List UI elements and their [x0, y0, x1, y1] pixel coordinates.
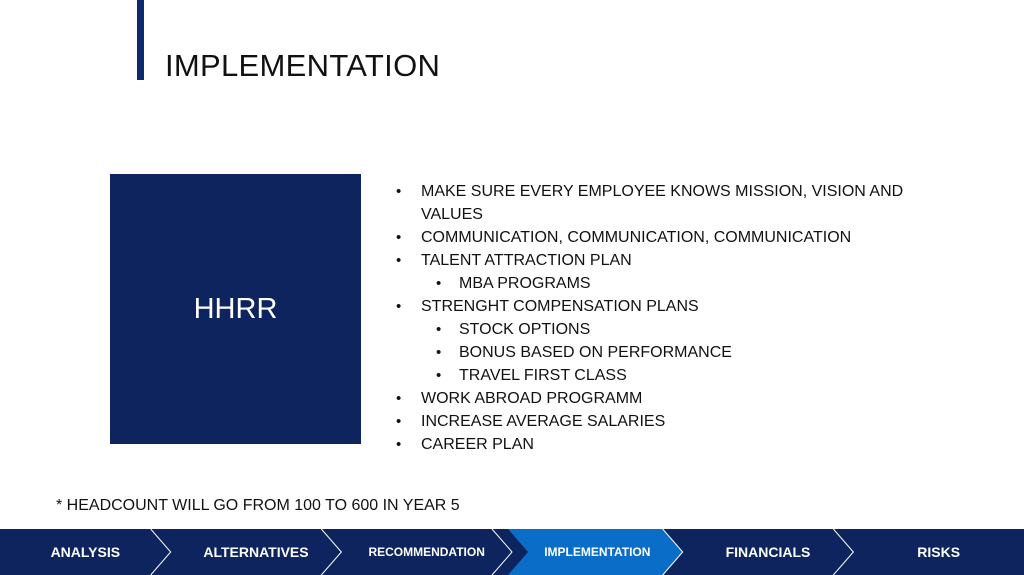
bullet-dot-icon: • — [436, 367, 442, 384]
bullet-item — [394, 433, 914, 456]
bullet-dot-icon: • — [396, 390, 402, 407]
sub-bullet-item — [394, 272, 914, 295]
bullet-text: MAKE SURE EVERY EMPLOYEE KNOWS MISSION, VISION AND VALUES — [421, 183, 904, 223]
bullet-text: INCREASE AVERAGE SALARIES — [421, 413, 666, 430]
bullet-dot-icon: • — [436, 275, 442, 292]
bullet-text: STRENGHT COMPENSATION PLANS — [421, 298, 699, 315]
bullet-item — [394, 295, 914, 318]
bullet-item — [394, 387, 914, 410]
nav-item-risks[interactable]: RISKS — [917, 544, 961, 560]
bullet-item — [394, 410, 914, 433]
bullet-dot-icon: • — [396, 229, 402, 246]
bullet-dot-icon: • — [396, 298, 402, 315]
nav-item-recommendation[interactable]: RECOMMENDATION — [368, 545, 485, 559]
nav-item-financials[interactable]: FINANCIALS — [725, 544, 811, 560]
sub-bullet-item — [394, 318, 914, 341]
bullet-text: CAREER PLAN — [421, 436, 534, 453]
bullet-text: TRAVEL FIRST CLASS — [459, 367, 627, 384]
title-accent-bar — [137, 0, 144, 80]
bullet-text: COMMUNICATION, COMMUNICATION, COMMUNICATION — [421, 229, 852, 246]
nav-item-implementation[interactable]: IMPLEMENTATION — [544, 545, 651, 559]
bullet-text: BONUS BASED ON PERFORMANCE — [459, 344, 732, 361]
bullet-dot-icon: • — [396, 252, 402, 269]
bullet-item — [394, 226, 914, 249]
nav-item-alternatives[interactable]: ALTERNATIVES — [203, 544, 309, 560]
bullet-dot-icon: • — [436, 344, 442, 361]
sub-bullet-item — [394, 341, 914, 364]
bullet-dot-icon: • — [396, 436, 402, 453]
hhrr-box — [110, 174, 361, 444]
bullet-dot-icon: • — [396, 413, 402, 430]
bullet-list — [394, 180, 914, 456]
bullet-text: MBA PROGRAMS — [459, 275, 591, 292]
nav-item-analysis[interactable]: ANALYSIS — [50, 544, 121, 560]
bullet-item — [394, 249, 914, 272]
bullet-text: WORK ABROAD PROGRAMM — [421, 390, 643, 407]
headcount-footnote: * HEADCOUNT WILL GO FROM 100 TO 600 IN YEAR 5 — [56, 497, 460, 514]
bullet-dot-icon: • — [396, 183, 402, 200]
bullet-text: TALENT ATTRACTION PLAN — [421, 252, 632, 269]
page-title: IMPLEMENTATION — [165, 48, 441, 83]
bullet-dot-icon: • — [436, 321, 442, 338]
bullet-item — [394, 180, 914, 226]
section-nav-bar — [0, 529, 1024, 575]
bullet-text: STOCK OPTIONS — [459, 321, 591, 338]
hhrr-label: HHRR — [193, 292, 278, 325]
sub-bullet-item — [394, 364, 914, 387]
